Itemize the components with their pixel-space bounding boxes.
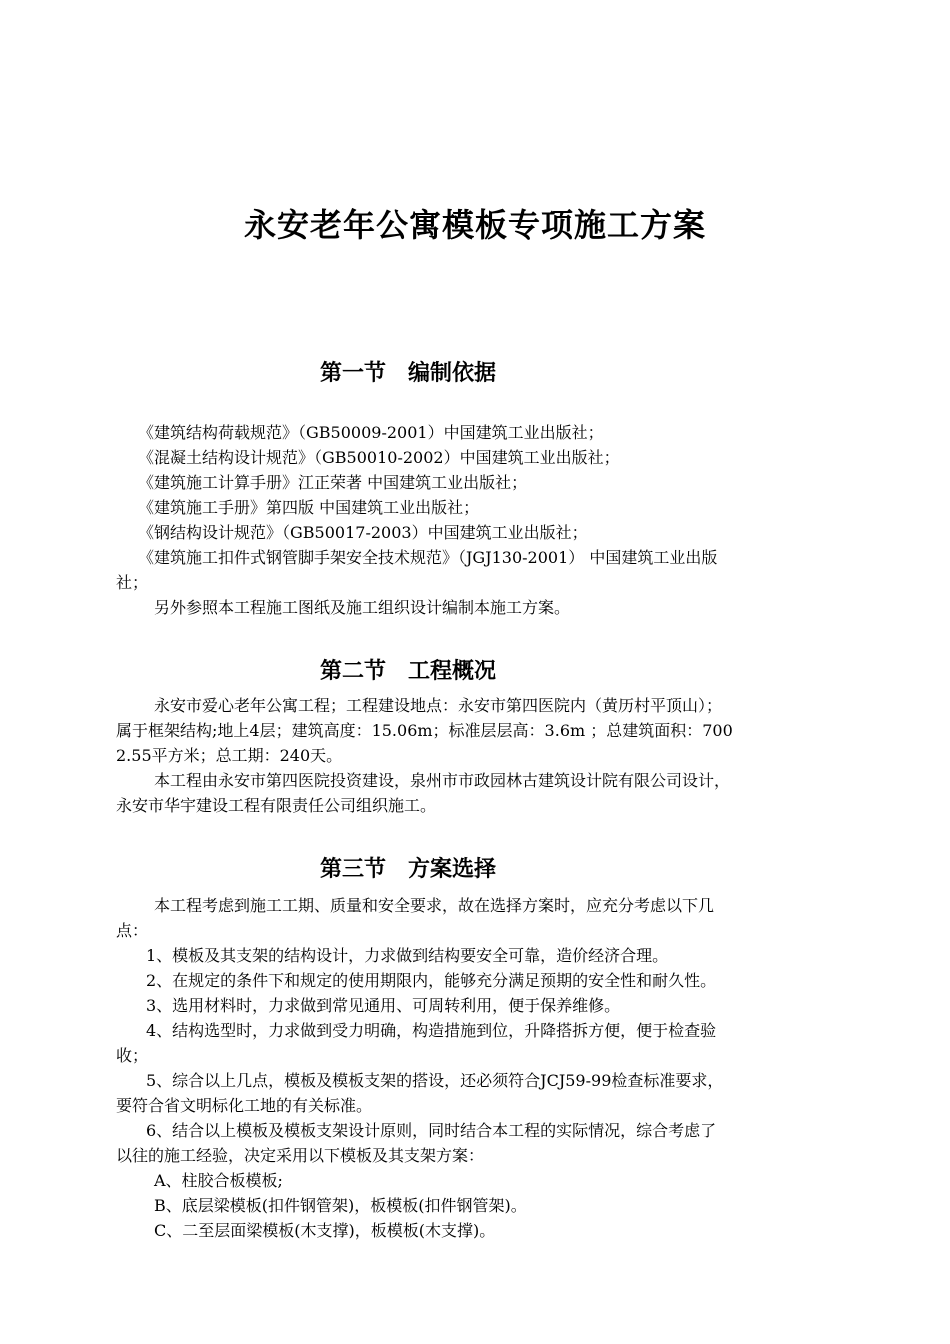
document-title: 永安老年公寓模板专项施工方案 xyxy=(243,206,706,244)
sub-list-item: B、底层梁模板(扣件钢管架)，板模板(扣件钢管架)。 xyxy=(154,1196,527,1215)
body-line: 本工程由永安市第四医院投资建设，泉州市市政园林古建筑设计院有限公司设计， xyxy=(154,771,731,790)
sub-list-item: A、柱胶合板模板; xyxy=(154,1171,283,1190)
reference-line: 《建筑施工手册》第四版 中国建筑工业出版社； xyxy=(138,498,480,517)
list-item-continued: 要符合省文明标化工地的有关标准。 xyxy=(116,1096,373,1115)
section2-heading: 第二节 工程概况 xyxy=(320,658,497,684)
list-item: 6、结合以上模板及模板支架设计原则，同时结合本工程的实际情况，综合考虑了 xyxy=(146,1121,717,1140)
body-line: 本工程考虑到施工工期、质量和安全要求，故在选择方案时，应充分考虑以下几 xyxy=(154,896,715,915)
section3-heading: 第三节 方案选择 xyxy=(320,856,497,882)
list-item: 2、在规定的条件下和规定的使用期限内，能够充分满足预期的安全性和耐久性。 xyxy=(146,971,717,990)
list-item-continued: 以往的施工经验，决定采用以下模板及其支架方案： xyxy=(116,1146,485,1165)
reference-line: 《建筑施工计算手册》江正荣著 中国建筑工业出版社； xyxy=(138,473,528,492)
body-line: 2.55平方米；总工期：240天。 xyxy=(116,746,343,765)
body-line: 属于框架结构;地上4层；建筑高度：15.06m；标准层层高：3.6m ；总建筑面积：700 xyxy=(116,721,733,740)
list-item-continued: 收； xyxy=(116,1046,149,1065)
reference-line: 《钢结构设计规范》（GB50017-2003）中国建筑工业出版社； xyxy=(138,523,588,542)
sub-list-item: C、二至层面梁模板(木支撑)，板模板(木支撑)。 xyxy=(154,1221,496,1240)
section1-heading: 第一节 编制依据 xyxy=(320,360,497,386)
reference-line: 社； xyxy=(116,573,149,592)
list-item: 4、结构选型时，力求做到受力明确，构造措施到位，升降搭拆方便，便于检查验 xyxy=(146,1021,717,1040)
reference-line: 《建筑结构荷载规范》（GB50009-2001）中国建筑工业出版社； xyxy=(138,423,604,442)
list-item: 1、模板及其支架的结构设计，力求做到结构要安全可靠，造价经济合理。 xyxy=(146,946,669,965)
body-line: 永安市华宇建设工程有限责任公司组织施工。 xyxy=(116,796,437,815)
reference-line: 《混凝土结构设计规范》（GB50010-2002）中国建筑工业出版社； xyxy=(138,448,620,467)
list-item: 3、选用材料时，力求做到常见通用、可周转利用，便于保养维修。 xyxy=(146,996,621,1015)
list-item: 5、综合以上几点，模板及模板支架的搭设，还必须符合JCJ59-99检查标准要求， xyxy=(146,1071,724,1090)
body-line: 永安市爱心老年公寓工程；工程建设地点：永安市第四医院内（黄历村平顶山）； xyxy=(154,696,723,715)
body-line: 点： xyxy=(116,921,149,940)
reference-line: 《建筑施工扣件式钢管脚手架安全技术规范》（JGJ130-2001） 中国建筑工业出版 xyxy=(138,548,718,567)
body-line: 另外参照本工程施工图纸及施工组织设计编制本施工方案。 xyxy=(154,598,571,617)
